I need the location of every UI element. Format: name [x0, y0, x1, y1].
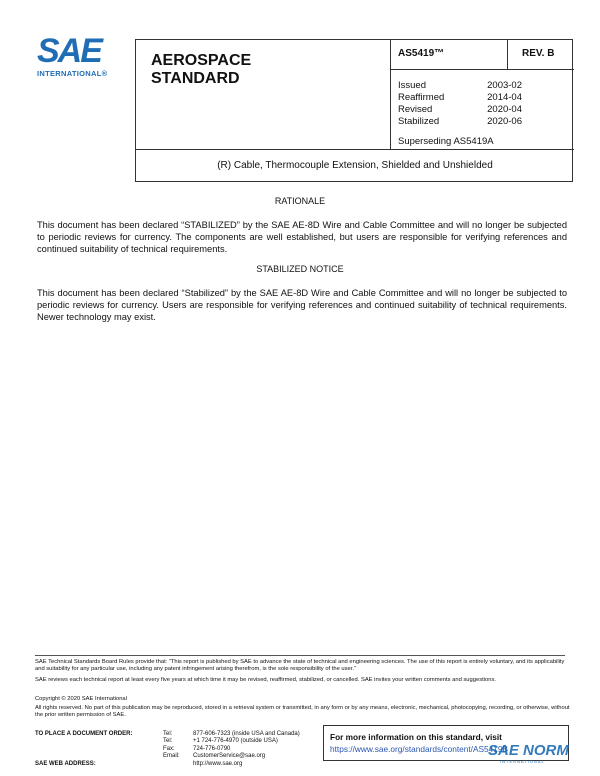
- superseding-note: Superseding AS5419A: [398, 136, 494, 147]
- contact-fax: 724-776-0790: [193, 745, 231, 752]
- revision-label: REV. B: [522, 48, 555, 59]
- standard-url-link[interactable]: https://www.sae.org/standards/content/AS5419B: [330, 744, 509, 754]
- web-label: SAE WEB ADDRESS:: [35, 760, 96, 767]
- date-row: Stabilized 2020-06: [398, 116, 522, 127]
- document-category: AEROSPACE STANDARD: [151, 52, 252, 87]
- document-number: AS5419™: [398, 48, 445, 59]
- order-label: TO PLACE A DOCUMENT ORDER:: [35, 731, 133, 737]
- document-title: (R) Cable, Thermocouple Extension, Shielded and Unshielded: [217, 160, 493, 171]
- rights-text: All rights reserved. No part of this publication may be reproduced, stored in a retrieval system or transmitted, in any form or by any means, electronic, mechanical, photocopying, recording, or otherwise, without the prior written permission of SAE.: [35, 705, 570, 718]
- more-info-text: For more information on this standard, visit: [330, 732, 502, 742]
- date-row: Issued 2003-02: [398, 80, 522, 91]
- contact-tel: +1 724-776-4970 (outside USA): [193, 738, 278, 745]
- date-row: Reaffirmed 2014-04: [398, 92, 522, 103]
- review-text: SAE reviews each technical report at least every five years at which time it may be revised, reaffirmed, stabilized, or cancelled. SAE invites your written comments and suggestions.: [35, 677, 496, 683]
- contact-email[interactable]: CustomerService@sae.org: [193, 753, 266, 760]
- stabilized-notice-paragraph: This document has been declared “Stabilized” by the SAE AE-8D Wire and Cable Committee and will no longer be subjected to periodic reviews for currency. Users are responsible for verifying references and continued suitability of technical requirements. Newer technology may exist.: [37, 288, 567, 322]
- document-dates: [398, 80, 522, 128]
- web-address-link[interactable]: http://www.sae.org: [193, 760, 243, 767]
- watermark-subtitle: INTERNATIONAL: [500, 759, 545, 764]
- stabilized-notice-heading: STABILIZED NOTICE: [256, 264, 344, 274]
- logo-subtitle: INTERNATIONAL®: [37, 69, 108, 78]
- policy-text: SAE Technical Standards Board Rules provide that: “This report is published by SAE to advance the state of technical and engineering sciences. The use of this report is entirely voluntary, and its applicability and suitability for any particular use, including any patent infringement arising therefrom, is the sole responsibility of the user.”: [35, 659, 565, 672]
- logo-wordmark: SAE: [37, 32, 101, 70]
- rationale-paragraph: This document has been declared “STABILIZED” by the SAE AE-8D Wire and Cable Committee and will no longer be subjected to periodic reviews for currency. The components are well established, but users are responsible for verifying references and continued suitability of technical requirements.: [37, 220, 567, 254]
- date-row: Revised 2020-04: [398, 104, 522, 115]
- copyright-text: Copyright © 2020 SAE International: [35, 696, 127, 702]
- sae-logo: [37, 34, 117, 84]
- rationale-heading: RATIONALE: [274, 196, 326, 206]
- contact-tel: 877-606-7323 (inside USA and Canada): [193, 731, 300, 737]
- header-table: [135, 39, 573, 182]
- watermark-logo: SAE NORM: [488, 742, 569, 759]
- footer-divider: [35, 655, 565, 656]
